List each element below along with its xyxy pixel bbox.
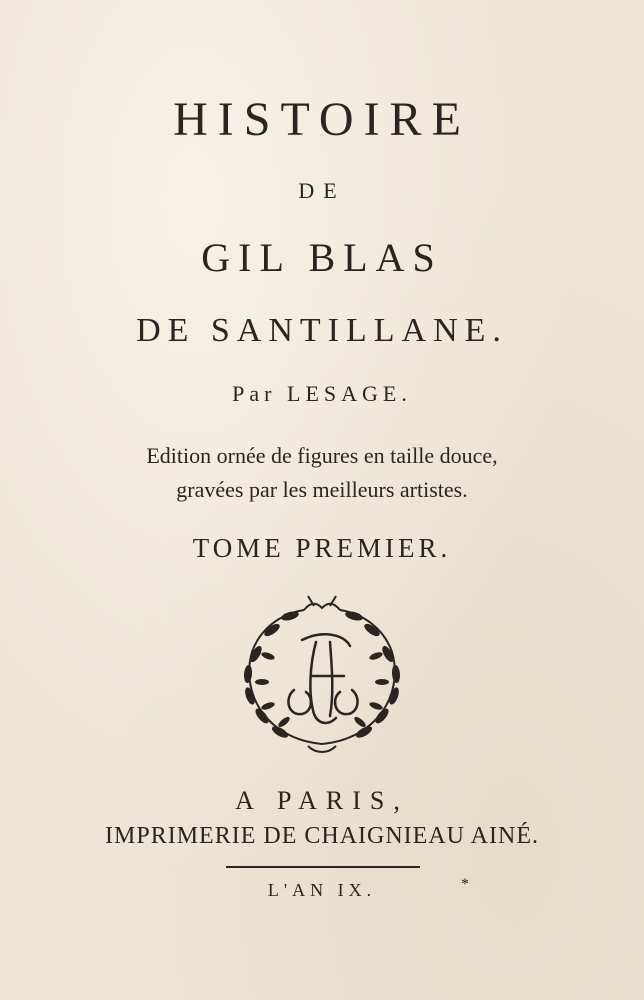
imprint-date: L'AN IX. [267,880,377,900]
title-de: DE [298,178,346,203]
imprint-printer: IMPRIMERIE DE CHAIGNIEAU AINÉ. [105,823,539,849]
byline-author: LESAGE. [287,381,412,406]
title-histoire: HISTOIRE [173,93,471,146]
imprint-rule [226,866,420,868]
imprint-place: A PARIS, [235,786,409,815]
signature-mark: * [461,876,469,893]
byline-par: Par [232,381,277,406]
laurel-wreath-monogram-icon [232,594,412,764]
volume-label: TOME PREMIER. [192,533,452,563]
edition-note-line-1: Edition ornée de figures en taille douce, [146,443,498,468]
title-de-santillane: DE SANTILLANE. [136,312,508,349]
edition-note-line-2: gravées par les meilleurs artistes. [176,477,468,502]
title-gil-blas: GIL BLAS [201,235,443,280]
author-byline [0,381,644,407]
